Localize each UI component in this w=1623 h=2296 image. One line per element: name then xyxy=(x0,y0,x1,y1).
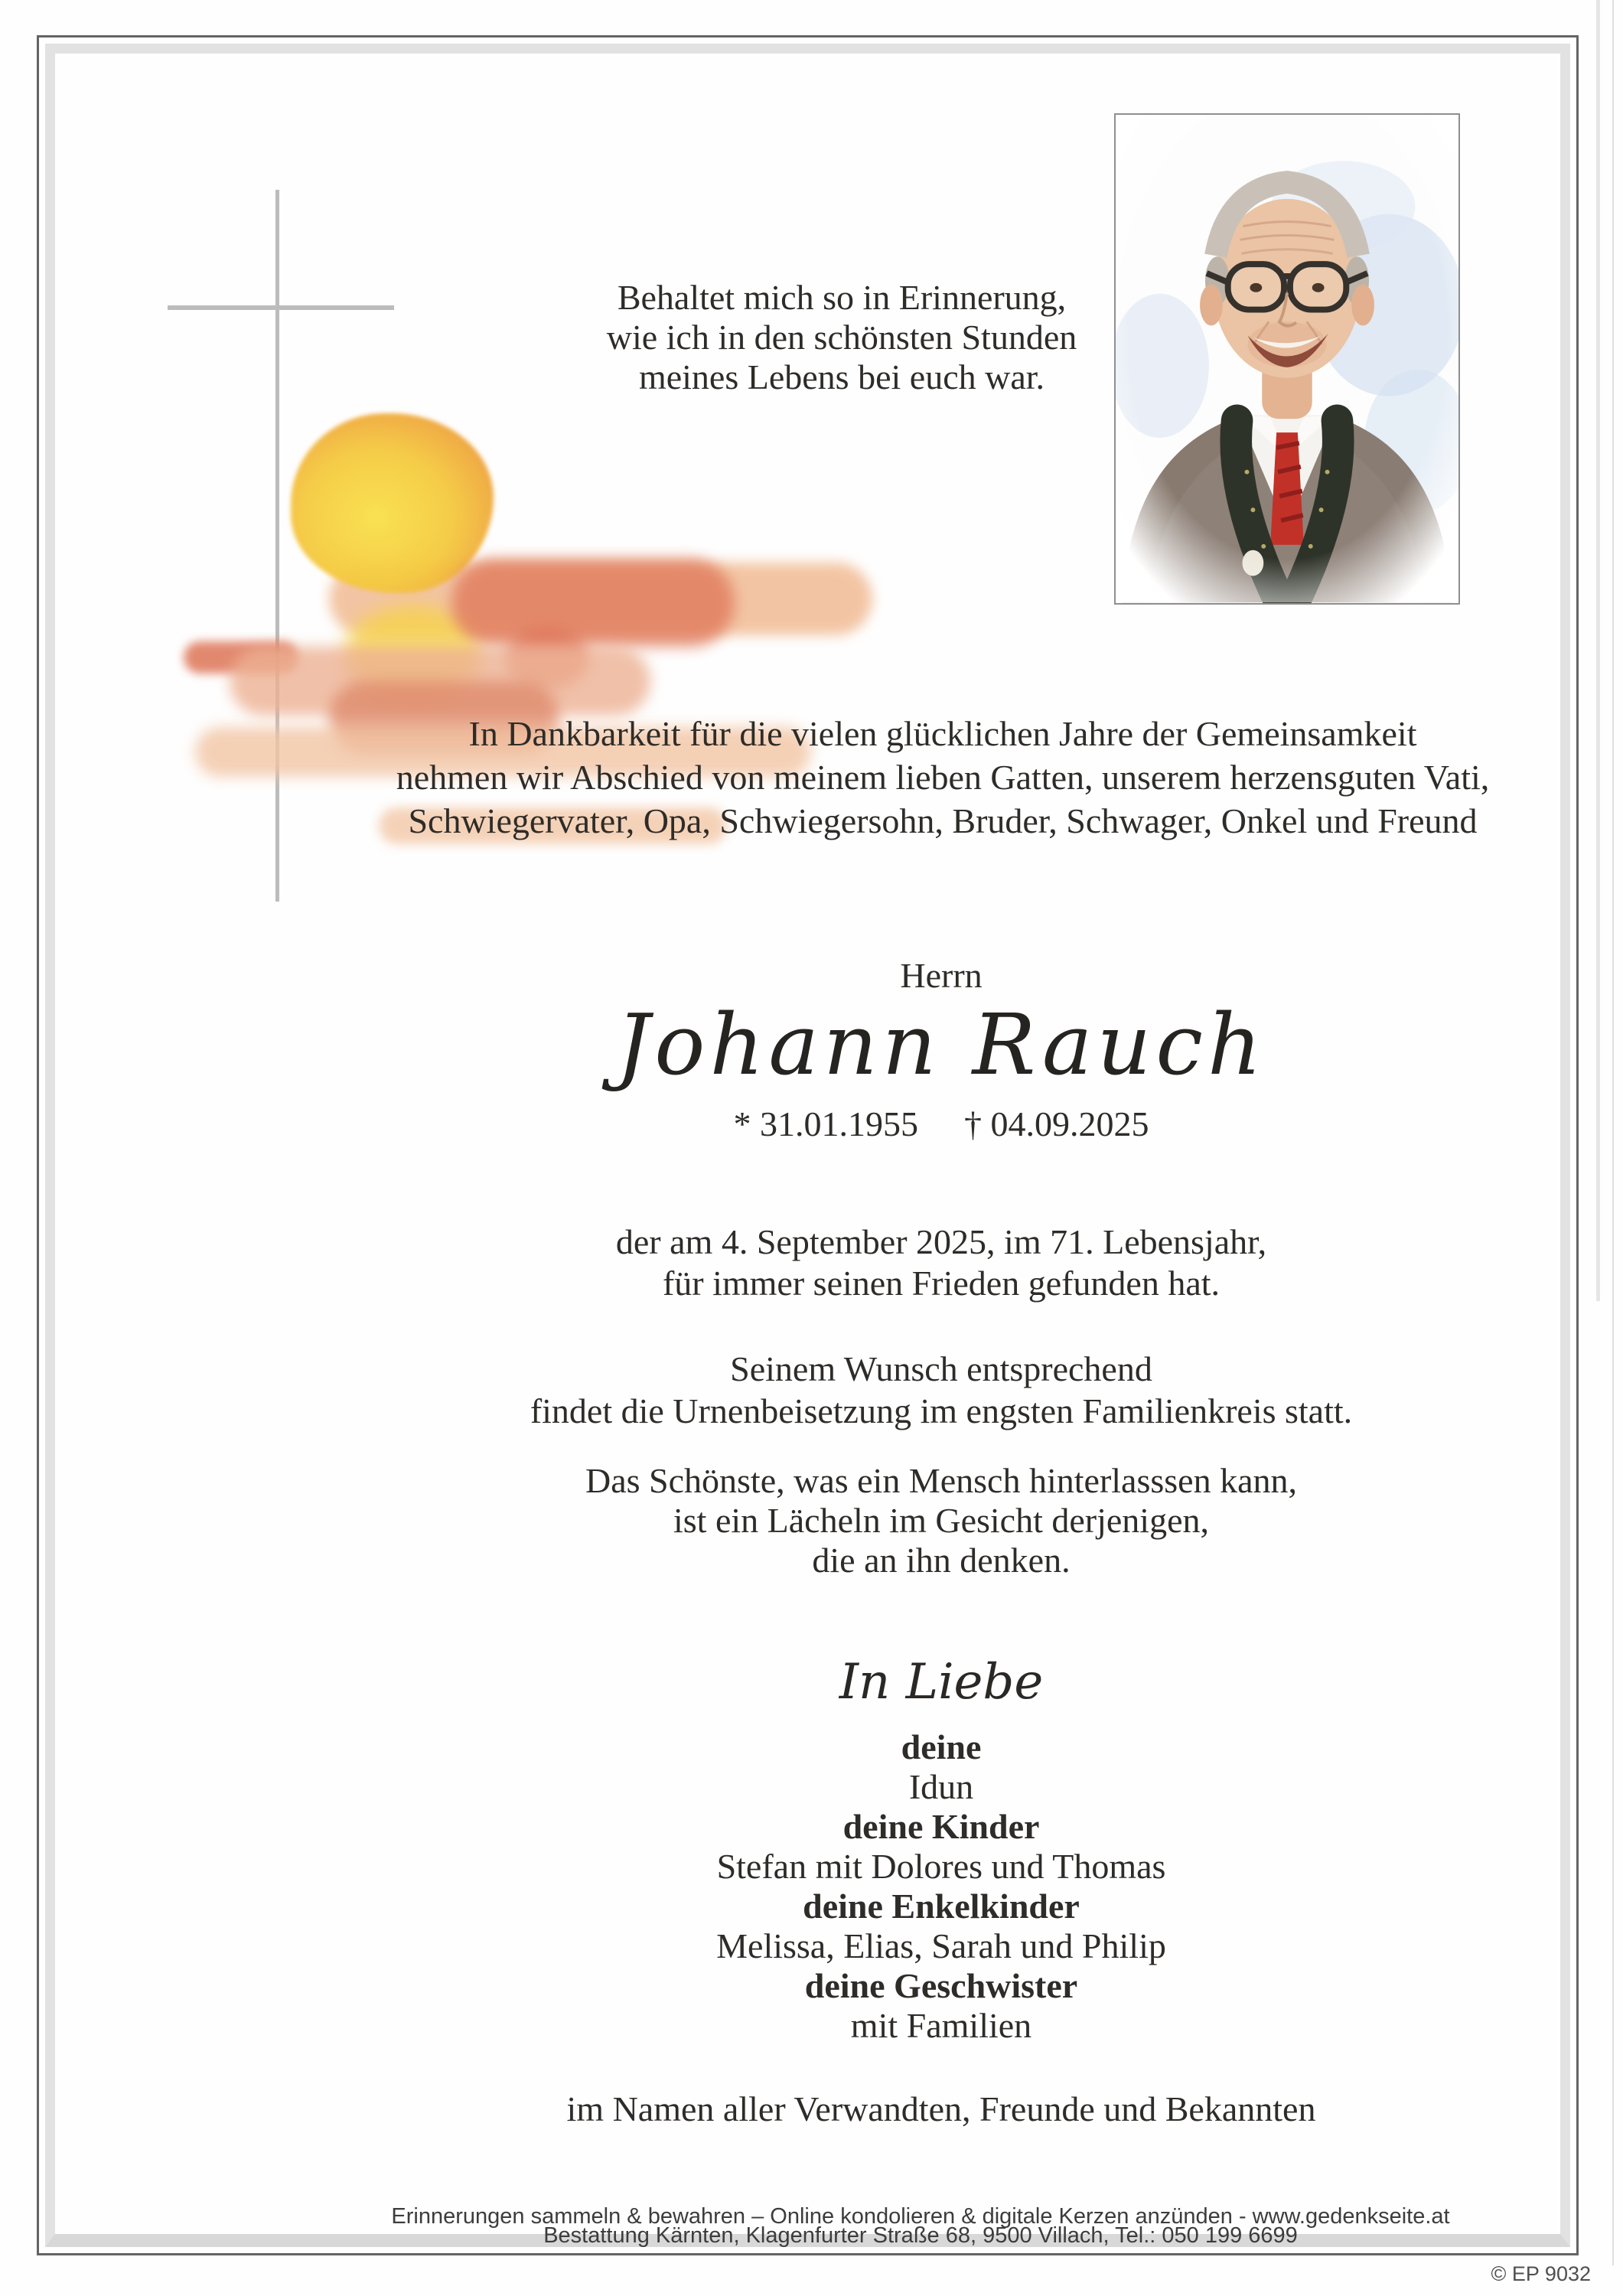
cross-icon-bar xyxy=(168,305,394,310)
passing-paragraph xyxy=(253,1221,1623,1304)
passing-line: für immer seinen Frieden gefunden hat. xyxy=(662,1264,1221,1303)
farewell-line: nehmen wir Abschied von meinem lieben Gatten, unserem herzensguten Vati, xyxy=(396,758,1490,797)
wish-line: findet die Urnenbeisetzung im engsten Familienkreis statt. xyxy=(530,1391,1353,1430)
footer-line: Erinnerungen sammeln & bewahren – Online kondolieren & digitale Kerzen anzünden - www.gedenkseite.at xyxy=(391,2204,1450,2229)
poem xyxy=(253,1461,1623,1580)
mourner-entry: deine Geschwister xyxy=(804,1966,1078,2005)
mourner-entry: Stefan mit Dolores und Thomas xyxy=(716,1847,1166,1886)
wish-line: Seinem Wunsch entsprechend xyxy=(730,1349,1152,1388)
cloud-stroke xyxy=(451,559,735,647)
life-dates xyxy=(253,1104,1623,1144)
mourners-list xyxy=(253,1727,1623,2046)
poem-line: ist ein Lächeln im Gesicht derjenigen, xyxy=(673,1501,1209,1540)
print-copyright: © EP 9032 xyxy=(1491,2262,1591,2285)
mourner-entry: deine Kinder xyxy=(842,1807,1040,1846)
quote-line: meines Lebens bei euch war. xyxy=(638,357,1045,396)
passing-line: der am 4. September 2025, im 71. Lebensjahr, xyxy=(615,1222,1267,1261)
sun-icon xyxy=(291,413,494,593)
farewell-line: Schwiegervater, Opa, Schwiegersohn, Bruder, Schwager, Onkel und Freund xyxy=(408,801,1478,840)
death-date: † 04.09.2025 xyxy=(964,1104,1149,1143)
funeral-home-footer xyxy=(157,2204,1623,2248)
poem-line: Das Schönste, was ein Mensch hinterlasssen kann, xyxy=(585,1461,1298,1500)
mourner-entry: deine Enkelkinder xyxy=(803,1887,1080,1926)
portrait-illustration xyxy=(1116,115,1458,603)
mourner-entry: deine xyxy=(901,1727,982,1766)
wish-paragraph xyxy=(253,1348,1623,1432)
mourner-entry: Idun xyxy=(908,1767,974,1806)
farewell-paragraph xyxy=(254,712,1623,843)
scan-artifact-line xyxy=(1612,0,1614,2265)
portrait-photo xyxy=(1114,113,1460,605)
deceased-name: Johann Rauch xyxy=(616,996,1266,1094)
poem-line: die an ihn denken. xyxy=(812,1541,1071,1580)
mourner-entry: mit Familien xyxy=(850,2006,1032,2045)
salutation: Herrn xyxy=(900,956,983,995)
remembrance-quote xyxy=(536,278,1148,397)
footer-line: Bestattung Kärnten, Klagenfurter Straße 68, 9500 Villach, Tel.: 050 199 6699 xyxy=(543,2223,1298,2248)
scan-artifact-line xyxy=(1596,0,1600,1301)
quote-line: wie ich in den schönsten Stunden xyxy=(606,318,1077,357)
quote-line: Behaltet mich so in Erinnerung, xyxy=(617,278,1067,317)
farewell-line: In Dankbarkeit für die vielen glücklichen Jahre der Gemeinsamkeit xyxy=(468,714,1417,753)
birth-date: * 31.01.1955 xyxy=(733,1104,918,1143)
closing-phrase: In Liebe xyxy=(839,1654,1044,1711)
mourner-entry: Melissa, Elias, Sarah und Philip xyxy=(716,1926,1166,1965)
in-name-of-line: im Namen aller Verwandten, Freunde und Bekannten xyxy=(566,2089,1316,2128)
